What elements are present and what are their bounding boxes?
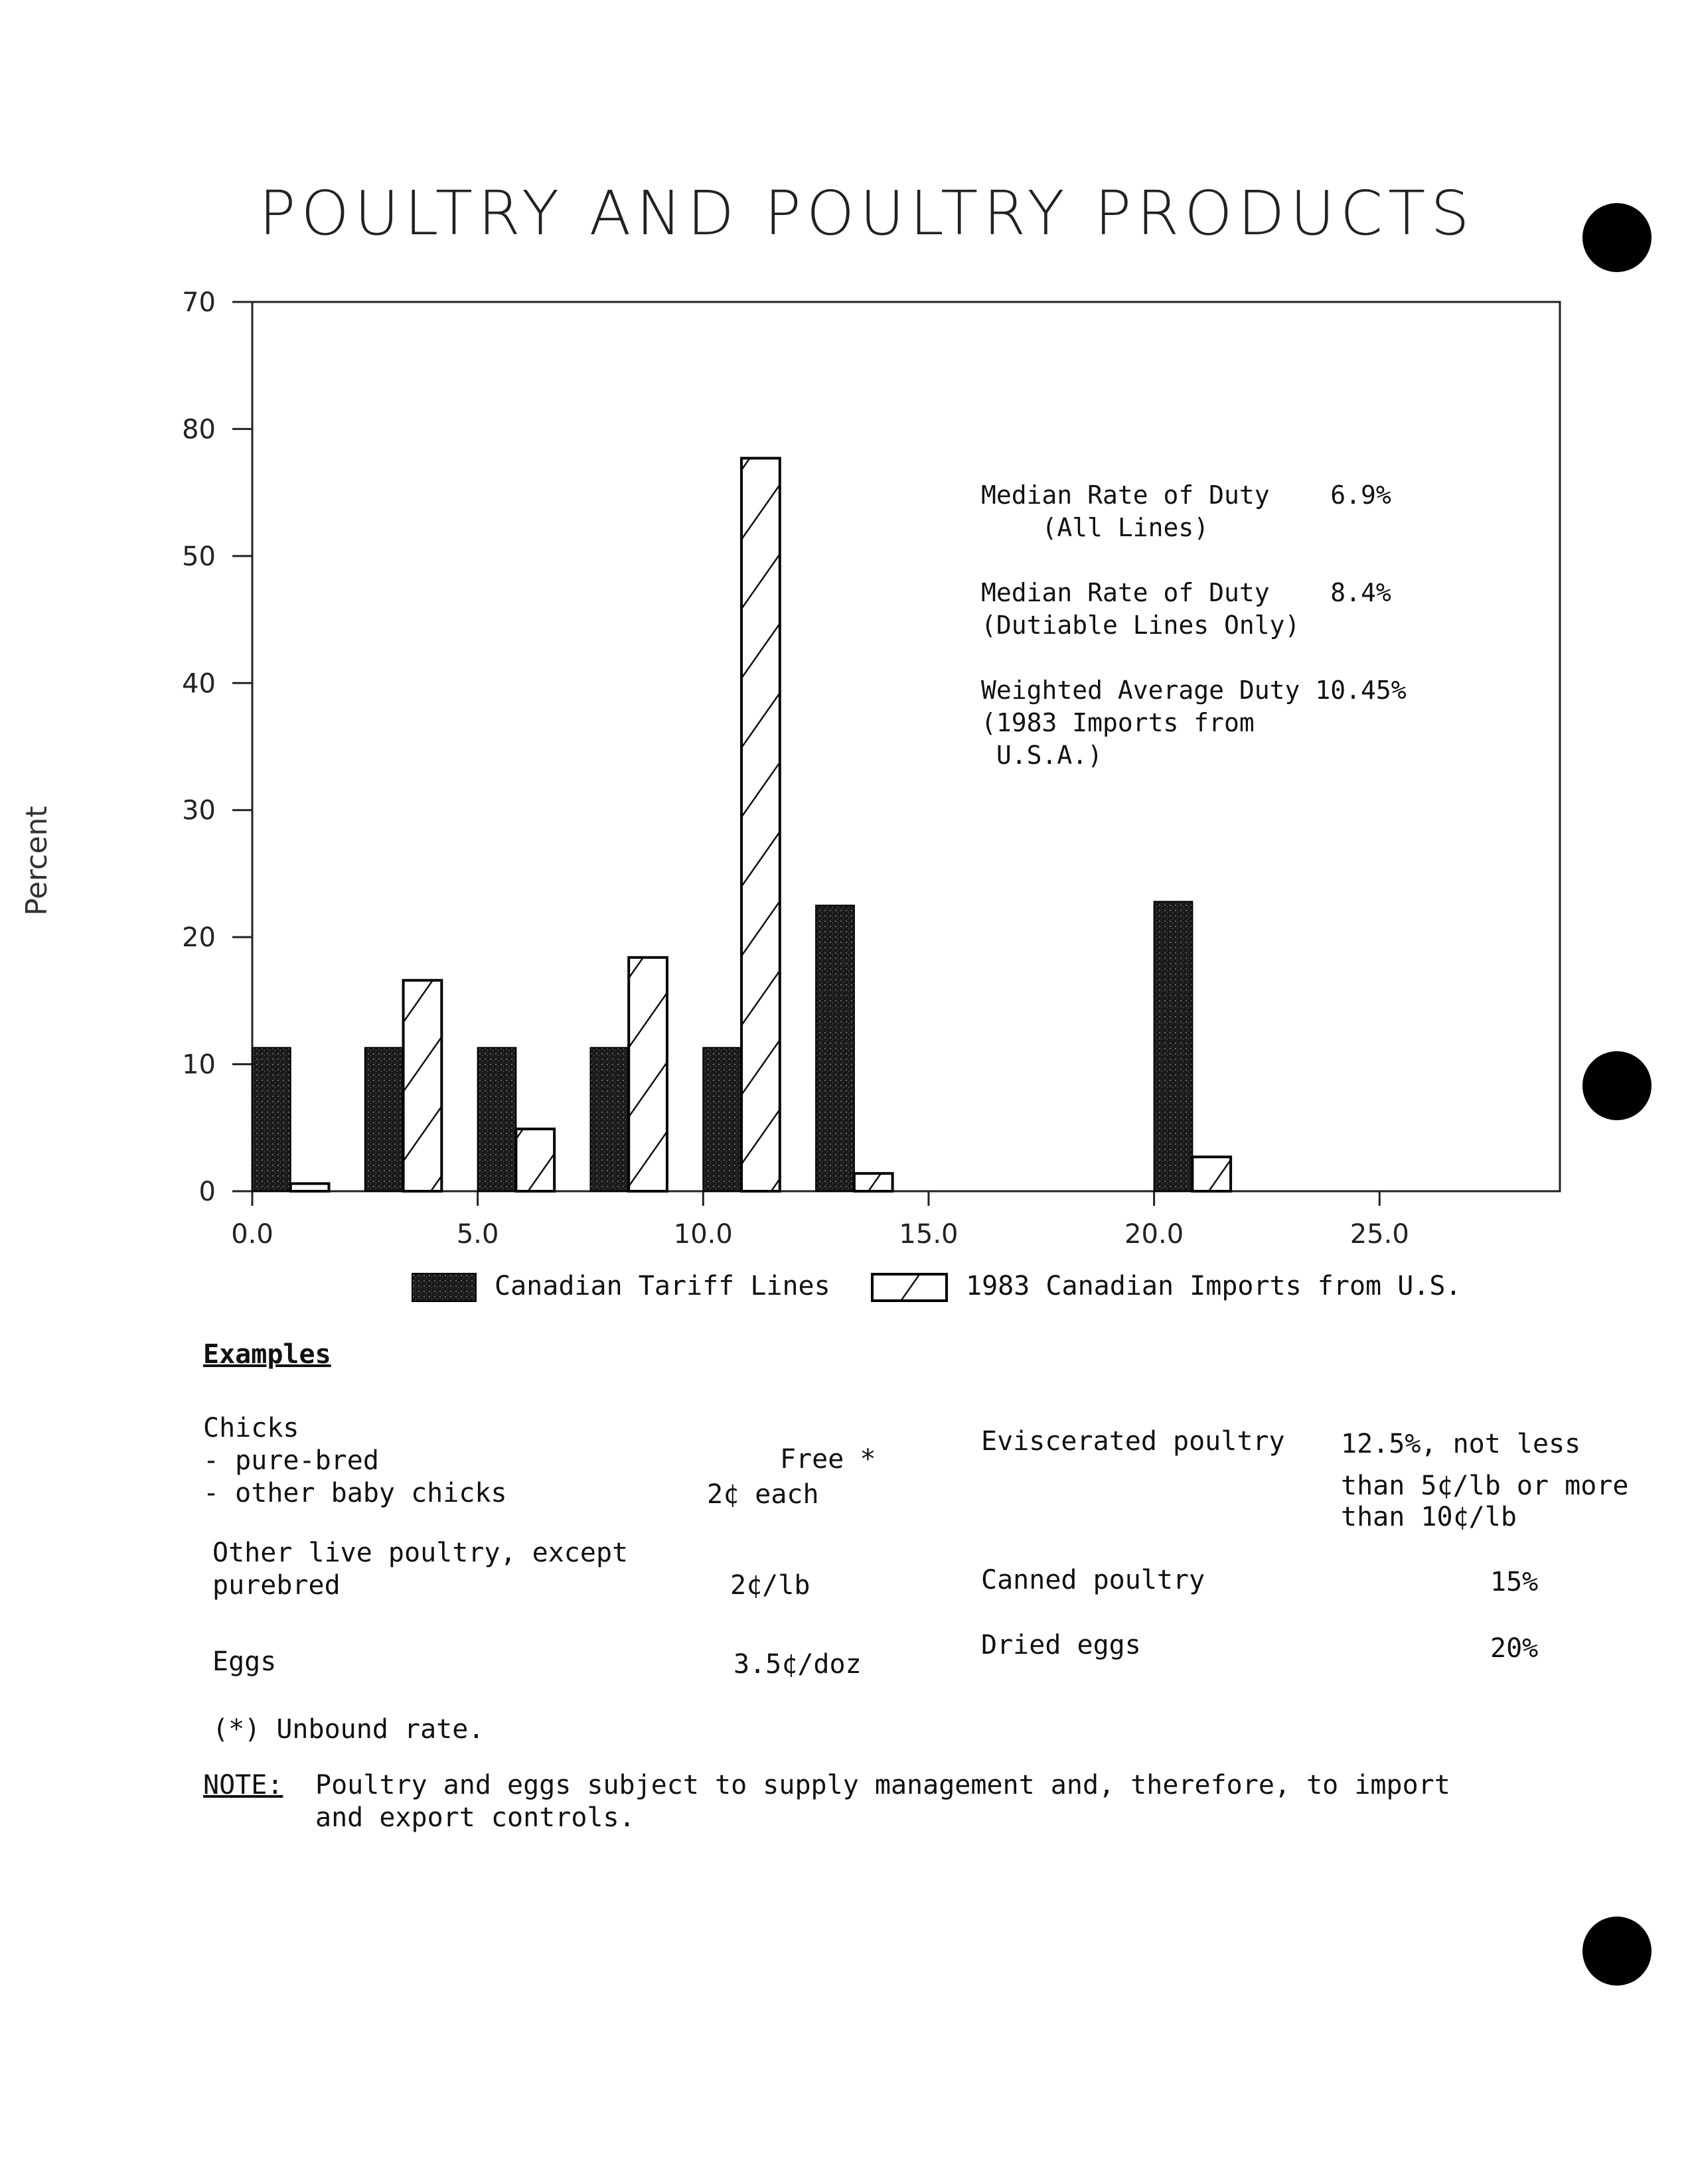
y-tick-label: 0: [198, 1177, 216, 1207]
example-chicks: Chicks: [203, 1413, 299, 1443]
x-tick-label: 5.0: [456, 1219, 499, 1250]
x-tick-label: 25.0: [1349, 1219, 1409, 1250]
bar-tariff-lines: [252, 1048, 291, 1191]
stat-3-sub: (1983 Imports from: [981, 708, 1255, 737]
bar-tariff-lines: [365, 1048, 404, 1191]
bar-tariff-lines: [1154, 902, 1193, 1191]
bar-imports-us: [854, 1173, 893, 1191]
stat-3-label: Weighted Average Duty: [981, 676, 1300, 705]
note-label: NOTE:: [203, 1770, 283, 1800]
stat-2-label: Median Rate of Duty: [981, 578, 1270, 607]
rate-dried-eggs: 20%: [1490, 1633, 1539, 1664]
legend-label-tariff: Canadian Tariff Lines: [495, 1271, 830, 1301]
duty-stats: [981, 479, 1407, 772]
stat-1-value: 6.9%: [1330, 480, 1391, 510]
legend-swatch-imports: [871, 1273, 948, 1302]
y-tick-label: 20: [182, 922, 216, 954]
rate-canned: 15%: [1490, 1567, 1539, 1597]
example-eggs: Eggs: [212, 1646, 277, 1677]
stat-1-sub: (All Lines): [1041, 513, 1209, 542]
example-eviscerated: Eviscerated poultry: [981, 1426, 1285, 1457]
y-tick-label: 30: [182, 795, 216, 826]
stat-3-value: 10.45%: [1315, 676, 1407, 705]
bar-tariff-lines: [816, 905, 854, 1191]
punch-hole-middle: [1582, 1051, 1652, 1120]
bar-imports-us: [516, 1129, 554, 1191]
stat-2-sub: (Dutiable Lines Only): [981, 611, 1300, 640]
y-tick-label: 70: [182, 287, 216, 318]
punch-hole-bottom: [1582, 1917, 1652, 1986]
note-line-1: Poultry and eggs subject to supply management and, therefore, to import: [315, 1770, 1450, 1800]
bar-imports-us: [629, 958, 667, 1191]
x-tick-label: 20.0: [1124, 1219, 1184, 1250]
y-tick-label: 50: [182, 541, 216, 572]
examples-heading: Examples: [203, 1339, 331, 1370]
rate-eviscerated-1: 12.5%, not less: [1341, 1429, 1581, 1459]
x-tick-label: 0.0: [231, 1219, 273, 1250]
rate-other-baby: 2¢ each: [707, 1479, 819, 1510]
rate-eviscerated-3: than 10¢/lb: [1341, 1502, 1517, 1532]
punch-hole-top: [1582, 203, 1652, 272]
legend-label-imports: 1983 Canadian Imports from U.S.: [966, 1271, 1462, 1301]
y-tick-label: 80: [182, 414, 216, 445]
rate-eviscerated-2: than 5¢/lb or more: [1341, 1471, 1629, 1501]
bar-tariff-lines: [590, 1048, 629, 1191]
example-other-live-1: Other live poultry, except: [212, 1538, 629, 1568]
rate-other-live: 2¢/lb: [730, 1570, 810, 1601]
legend-swatch-tariff: [412, 1273, 477, 1302]
bar-imports-us: [1192, 1157, 1231, 1191]
example-canned: Canned poultry: [981, 1565, 1205, 1595]
example-other-live-2: purebred: [212, 1570, 341, 1601]
stat-1-label: Median Rate of Duty: [981, 480, 1270, 510]
bar-imports-us: [291, 1184, 329, 1191]
y-axis-label: Percent: [20, 806, 54, 916]
bar-tariff-lines: [703, 1048, 741, 1191]
footnote: (*) Unbound rate.: [212, 1714, 485, 1745]
rate-eggs: 3.5¢/doz: [733, 1649, 862, 1680]
stat-2-value: 8.4%: [1330, 578, 1391, 607]
bar-imports-us: [404, 980, 442, 1191]
bar-imports-us: [741, 458, 780, 1191]
x-tick-label: 10.0: [673, 1219, 733, 1250]
rate-pure-bred: Free *: [780, 1444, 876, 1475]
example-pure-bred: - pure-bred: [203, 1445, 379, 1476]
stat-3-sub2: U.S.A.): [996, 741, 1103, 770]
chart-title: POULTRY AND POULTRY PRODUCTS: [259, 178, 1475, 249]
example-other-baby: - other baby chicks: [203, 1478, 507, 1508]
x-tick-label: 15.0: [899, 1219, 959, 1250]
example-dried-eggs: Dried eggs: [981, 1630, 1141, 1660]
y-tick-label: 10: [182, 1049, 216, 1080]
note-line-2: and export controls.: [315, 1802, 635, 1833]
y-tick-label: 40: [182, 668, 216, 699]
bar-tariff-lines: [478, 1048, 516, 1191]
